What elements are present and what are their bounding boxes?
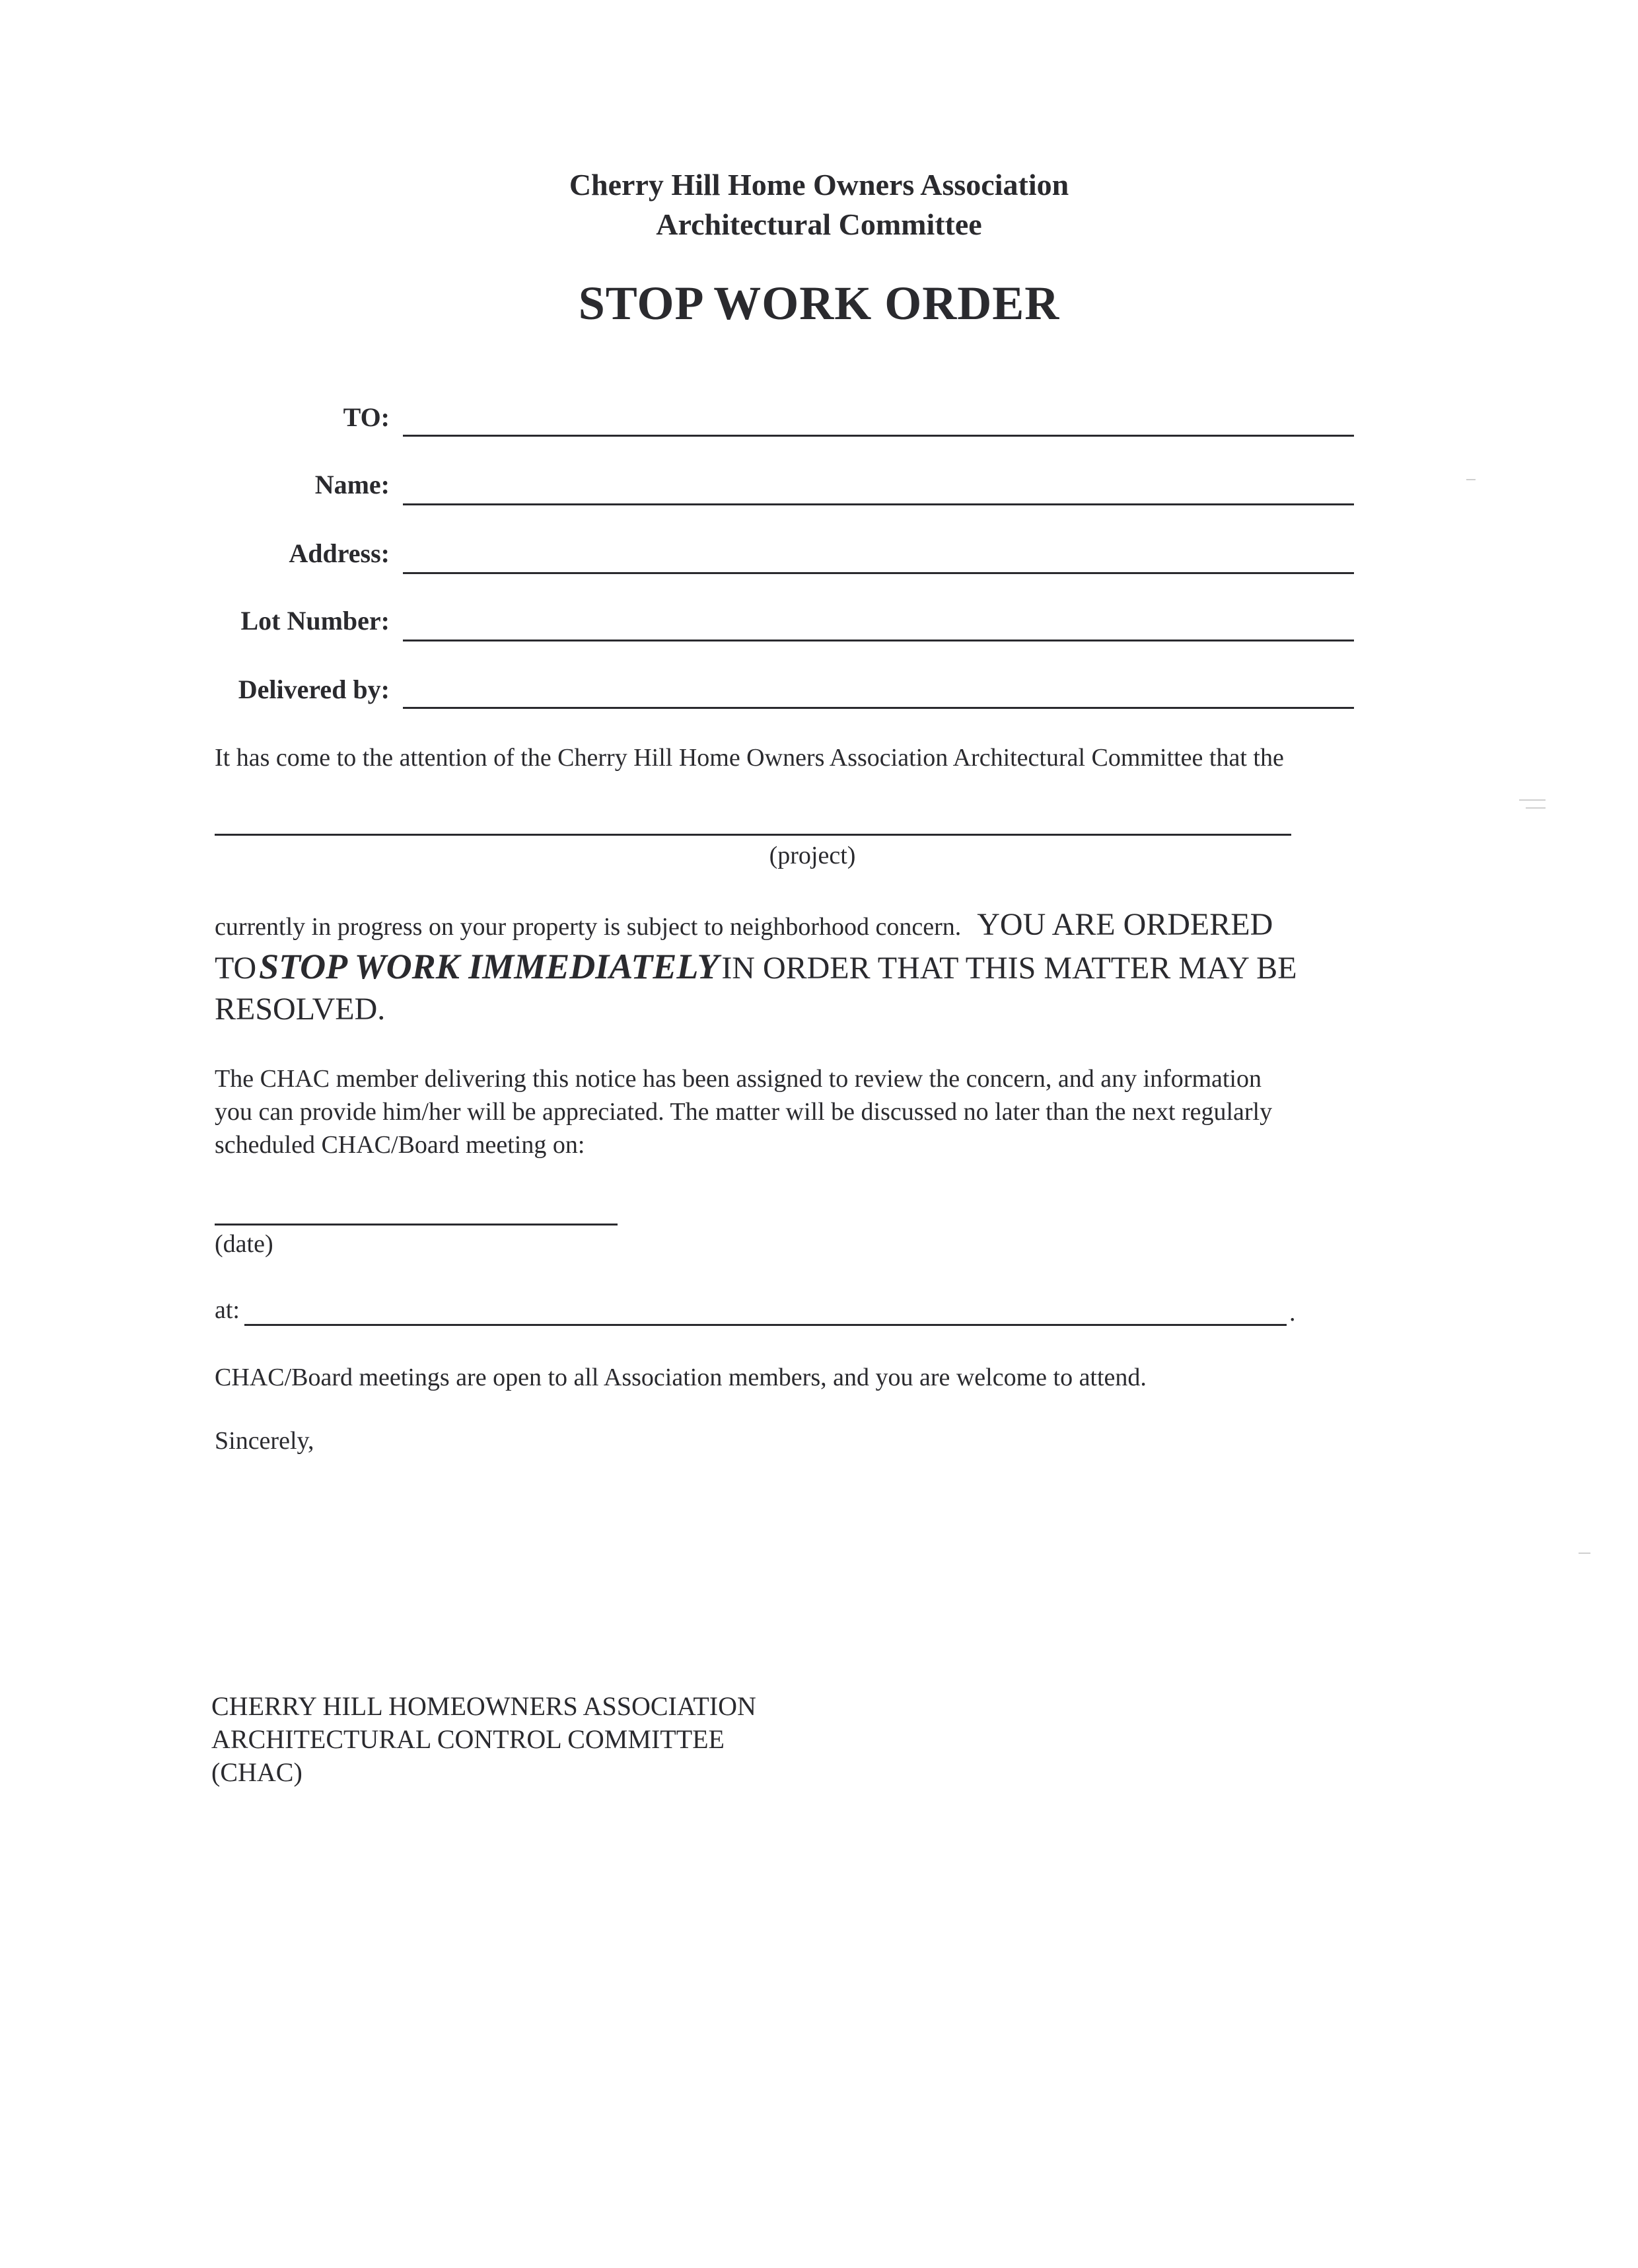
committee-name: Architectural Committee [656, 207, 982, 241]
review-line-2: you can provide him/her will be appreciated. The matter will be discussed no later than the next regularly [215, 1098, 1273, 1126]
order-line-3: IN ORDER THAT THIS MATTER MAY BE [721, 951, 1297, 986]
at-period: . [1289, 1299, 1296, 1327]
page-title: STOP WORK ORDER [578, 277, 1060, 330]
signature-line-3: (CHAC) [211, 1757, 303, 1787]
lot-number-label: Lot Number: [240, 606, 390, 636]
order-line-1: YOU ARE ORDERED [977, 907, 1273, 942]
order-line-2: TO [215, 951, 257, 986]
review-line-1: The CHAC member delivering this notice has been assigned to review the concern, and any information [215, 1065, 1262, 1093]
signature-line-2: ARCHITECTURAL CONTROL COMMITTEE [211, 1724, 725, 1754]
address-label: Address: [289, 538, 390, 568]
date-caption: (date) [215, 1230, 273, 1258]
project-field-line[interactable] [215, 834, 1291, 836]
scan-speck [1519, 799, 1546, 801]
concern-text: currently in progress on your property is subject to neighborhood concern. [215, 913, 962, 941]
lot-number-field-line[interactable] [403, 640, 1354, 641]
signature-line-1: CHERRY HILL HOMEOWNERS ASSOCIATION [211, 1691, 756, 1721]
address-field-line[interactable] [403, 572, 1354, 574]
review-line-3: scheduled CHAC/Board meeting on: [215, 1131, 585, 1159]
scan-speck [1466, 479, 1476, 480]
org-name: Cherry Hill Home Owners Association [569, 168, 1069, 201]
delivered-by-field-line[interactable] [403, 707, 1354, 709]
to-field-line[interactable] [403, 435, 1354, 437]
scan-speck [1526, 807, 1546, 809]
at-label: at: [215, 1296, 240, 1324]
delivered-by-label: Delivered by: [238, 675, 390, 704]
stop-work-emphasis: STOP WORK IMMEDIATELY [259, 947, 719, 986]
intro-text: It has come to the attention of the Cherry Hill Home Owners Association Architectural Committee that the [215, 744, 1284, 772]
scan-speck [1579, 1553, 1590, 1554]
name-field-line[interactable] [403, 503, 1354, 505]
name-label: Name: [314, 470, 390, 499]
open-meetings-text: CHAC/Board meetings are open to all Association members, and you are welcome to attend. [215, 1364, 1147, 1391]
at-field-line[interactable] [244, 1324, 1287, 1326]
to-label: TO: [343, 402, 390, 432]
order-line-4: RESOLVED. [215, 992, 386, 1027]
closing-text: Sincerely, [215, 1427, 314, 1455]
project-caption: (project) [769, 842, 856, 869]
date-field-line[interactable] [215, 1224, 618, 1225]
